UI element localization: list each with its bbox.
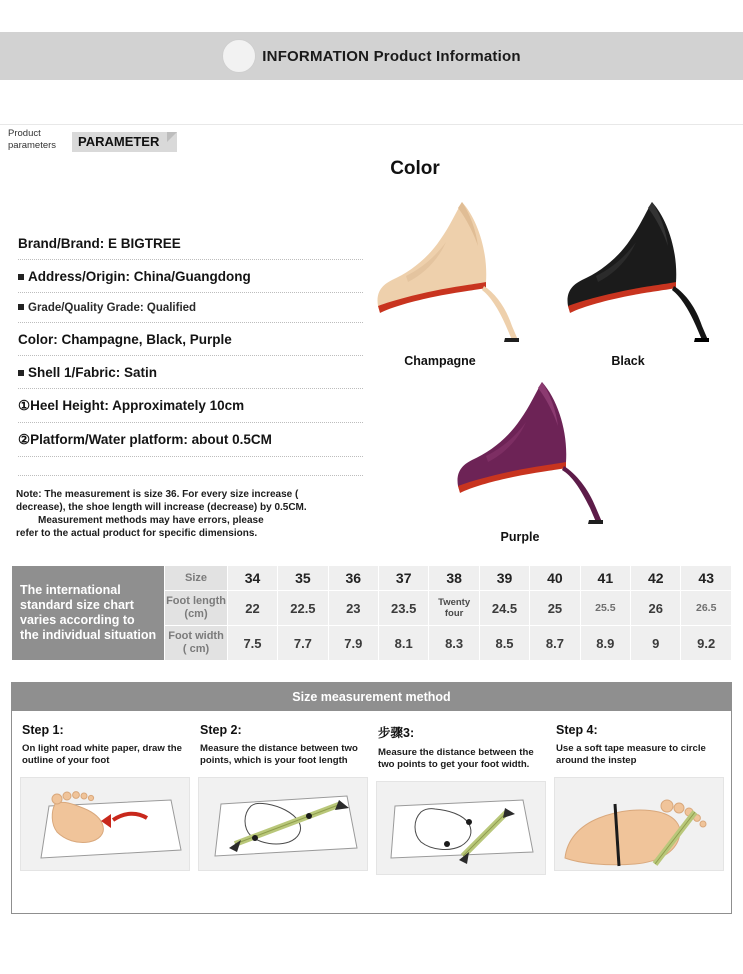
product-caption-champagne: Champagne [404, 354, 476, 368]
size-cell: 36 [328, 566, 378, 591]
spec-text: Address/Origin: China/Guangdong [28, 269, 251, 284]
step-title: Step 2: [200, 723, 242, 737]
information-banner [0, 32, 743, 80]
foot-width-cell: 7.7 [278, 626, 328, 661]
product-image-purple [446, 370, 616, 535]
color-section-title: Color [390, 158, 440, 179]
foot-width-cell: 8.1 [379, 626, 429, 661]
spec-divider [18, 466, 363, 476]
size-cell: 35 [278, 566, 328, 591]
square-bullet-icon [18, 274, 24, 280]
foot-width-cell: 8.9 [580, 626, 630, 661]
method-title: Size measurement method [12, 683, 731, 711]
foot-length-cell: 23 [328, 591, 378, 626]
step-title: Step 4: [556, 723, 598, 737]
square-bullet-icon [18, 304, 24, 310]
method-step-2 [198, 721, 368, 875]
product-image-black [556, 190, 716, 355]
foot-length-cell: 22 [227, 591, 277, 626]
step-description: Measure the distance between two points, which is your foot length [200, 743, 358, 766]
step-illustration [554, 777, 724, 871]
foot-length-cell: 22.5 [278, 591, 328, 626]
size-cell: 43 [681, 566, 732, 591]
foot-width-cell: 9.2 [681, 626, 732, 661]
size-cell: 37 [379, 566, 429, 591]
size-cell: 41 [580, 566, 630, 591]
row-label-foot-width: Foot width ( cm) [165, 626, 228, 661]
foot-width-cell: 8.3 [429, 626, 479, 661]
spec-text: Grade/Quality Grade: Qualified [28, 302, 197, 314]
step-description: Use a soft tape measure to circle around the instep [556, 743, 706, 766]
step-illustration [376, 781, 546, 875]
size-cell: 40 [530, 566, 580, 591]
foot-length-cell: Twenty four [429, 591, 479, 626]
spec-text: Brand/Brand: E BIGTREE [18, 236, 181, 251]
spec-item [18, 365, 363, 389]
spec-text: Color: Champagne, Black, Purple [18, 332, 232, 347]
product-caption-black: Black [611, 354, 645, 368]
step-description: Measure the distance between the two points to get your foot width. [378, 747, 534, 770]
product-image-champagne [366, 190, 526, 355]
foot-width-cell: 9 [631, 626, 681, 661]
size-cell: 34 [227, 566, 277, 591]
step-title: Step 1: [22, 723, 64, 737]
size-cell: 42 [631, 566, 681, 591]
square-bullet-icon [18, 370, 24, 376]
step-illustration [20, 777, 190, 871]
page-title: INFORMATION Product Information [262, 47, 521, 65]
size-measurement-method-box [11, 682, 732, 914]
foot-length-cell: 25 [530, 591, 580, 626]
step-description: On light road white paper, draw the outline of your foot [22, 743, 182, 766]
measurement-note [16, 488, 351, 540]
size-cell: 39 [479, 566, 529, 591]
spec-text: ②Platform/Water platform: about 0.5CM [18, 432, 272, 447]
circle-icon [222, 39, 256, 73]
step-title: 步骤3: [378, 726, 415, 740]
method-step-4 [554, 721, 724, 875]
table-row [12, 566, 732, 591]
spec-text: ①Heel Height: Approximately 10cm [18, 398, 245, 413]
method-step-1 [20, 721, 190, 875]
note-line-2: decrease), the shoe length will increase (decrease) by 0.5CM. [16, 502, 307, 513]
method-step-3 [376, 721, 546, 875]
row-label-foot-length: Foot length (cm) [165, 591, 228, 626]
foot-width-cell: 8.7 [530, 626, 580, 661]
product-caption-purple: Purple [500, 530, 540, 544]
foot-width-cell: 7.5 [227, 626, 277, 661]
note-line-1: Note: The measurement is size 36. For every size increase ( [16, 489, 299, 500]
spec-item [18, 332, 363, 356]
size-cell: 38 [429, 566, 479, 591]
spec-item [18, 269, 363, 293]
spec-text: Shell 1/Fabric: Satin [28, 365, 158, 380]
parameter-tag: PARAMETER [72, 132, 177, 152]
foot-length-cell: 26.5 [681, 591, 732, 626]
spec-item [18, 398, 363, 423]
foot-length-cell: 26 [631, 591, 681, 626]
parameter-heading [8, 128, 177, 152]
foot-width-cell: 7.9 [328, 626, 378, 661]
note-line-3: Measurement methods may have errors, please [38, 515, 264, 526]
foot-width-cell: 8.5 [479, 626, 529, 661]
foot-length-cell: 25.5 [580, 591, 630, 626]
divider [0, 124, 743, 125]
size-chart-note: The international standard size chart varies according to the individual situation [12, 566, 165, 661]
foot-length-cell: 23.5 [379, 591, 429, 626]
step-illustration [198, 777, 368, 871]
row-label-size: Size [165, 566, 228, 591]
spec-list [18, 236, 363, 488]
note-line-4: refer to the actual product for specific dimensions. [16, 528, 258, 539]
spec-item [18, 302, 363, 323]
foot-length-cell: 24.5 [479, 591, 529, 626]
method-steps [12, 711, 731, 885]
parameter-small-label: Product parameters [8, 128, 57, 151]
size-chart-table [11, 565, 732, 661]
spec-item [18, 432, 363, 457]
spec-item [18, 236, 363, 260]
